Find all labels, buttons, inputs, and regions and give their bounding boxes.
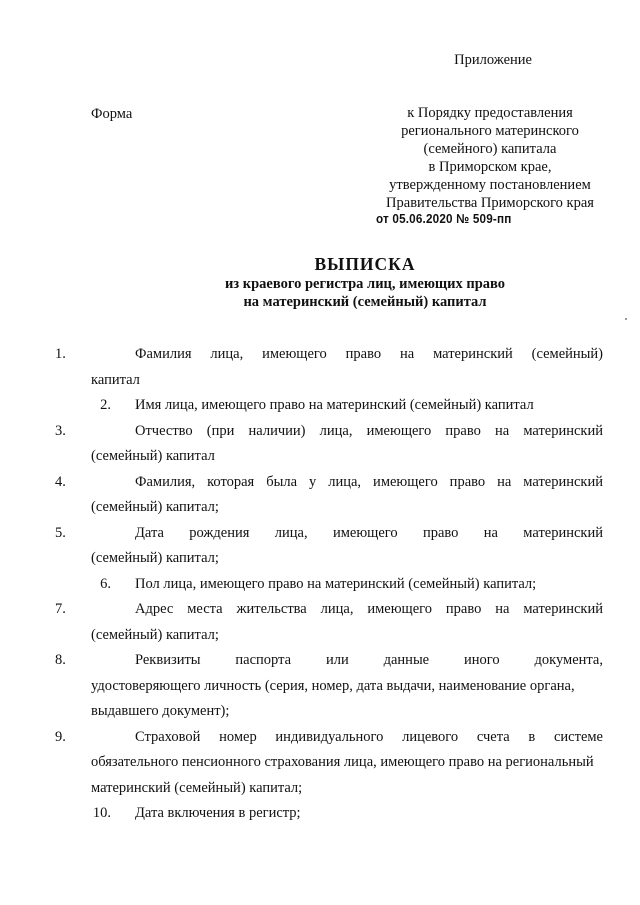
item-number: 7. — [55, 601, 66, 617]
document-title: ВЫПИСКА — [314, 254, 416, 274]
approval-line: утвержденному постановлением — [389, 177, 591, 193]
item-number: 8. — [55, 652, 66, 668]
item-number: 4. — [55, 473, 66, 490]
item-text: Реквизиты паспорта или данные иного документа, — [135, 652, 603, 668]
item-text: Фамилия, которая была у лица, имеющего право на материнский — [135, 473, 603, 490]
document-subtitle-line: на материнский (семейный) капитал — [243, 294, 487, 310]
list-item — [55, 648, 603, 725]
item-number: 3. — [55, 422, 66, 439]
item-text-continuation: (семейный) капитал; — [91, 626, 219, 643]
item-number: 6. — [100, 575, 111, 592]
list-item — [55, 521, 603, 572]
resolution-date-stamp: от 05.06.2020 № 509-пп — [376, 211, 512, 226]
item-number: 1. — [55, 346, 66, 362]
item-text: Дата рождения лица, имеющего право на материнский — [135, 524, 603, 541]
item-text: Страховой номер индивидуального лицевого счета в системе — [135, 728, 603, 745]
item-text: Пол лица, имеющего право на материнский (семейный) капитал; — [135, 575, 537, 592]
item-list — [55, 342, 603, 827]
item-text-continuation: удостоверяющего личность (серия, номер, дата выдачи, наименование органа, выдавшего документ); — [91, 677, 575, 719]
approval-block — [378, 104, 602, 212]
item-text: Дата включения в регистр; — [135, 805, 301, 821]
approval-line: к Порядку предоставления — [407, 105, 573, 121]
item-text-continuation: (семейный) капитал; — [91, 499, 219, 515]
item-text-continuation: обязательного пенсионного страхования лица, имеющего право на региональный материнский (семейный) капитал; — [91, 754, 594, 796]
list-item — [55, 470, 603, 521]
approval-line: Правительства Приморского края — [386, 195, 594, 211]
document-subtitle-line: из краевого регистра лиц, имеющих право — [224, 276, 506, 292]
list-item — [91, 572, 603, 598]
item-text-continuation: капитал — [91, 371, 140, 388]
list-item — [55, 419, 603, 470]
item-number: 10. — [92, 805, 111, 821]
list-item — [91, 801, 603, 827]
approval-line: (семейного) капитала — [423, 141, 557, 157]
list-item — [55, 725, 603, 802]
approval-line: регионального материнского — [401, 123, 579, 139]
list-item — [55, 342, 603, 393]
list-item — [55, 597, 603, 648]
item-number: 5. — [55, 524, 66, 541]
item-text: Фамилия лица, имеющего право на материнский (семейный) — [135, 346, 603, 362]
item-text: Адрес места жительства лица, имеющего право на материнский — [135, 601, 603, 617]
scan-speck — [625, 318, 627, 320]
list-item — [91, 393, 603, 419]
item-text: Имя лица, имеющего право на материнский (семейный) капитал — [135, 397, 534, 413]
item-number: 2. — [100, 397, 111, 413]
item-text-continuation: (семейный) капитал — [91, 448, 215, 464]
item-text: Отчество (при наличии) лица, имеющего право на материнский — [135, 422, 603, 439]
item-text-continuation: (семейный) капитал; — [91, 550, 219, 566]
approval-line: в Приморском крае, — [428, 159, 552, 175]
item-number: 9. — [55, 728, 66, 745]
appendix-label: Приложение — [454, 52, 532, 68]
form-label: Форма — [91, 106, 133, 122]
document-heading — [0, 254, 640, 311]
